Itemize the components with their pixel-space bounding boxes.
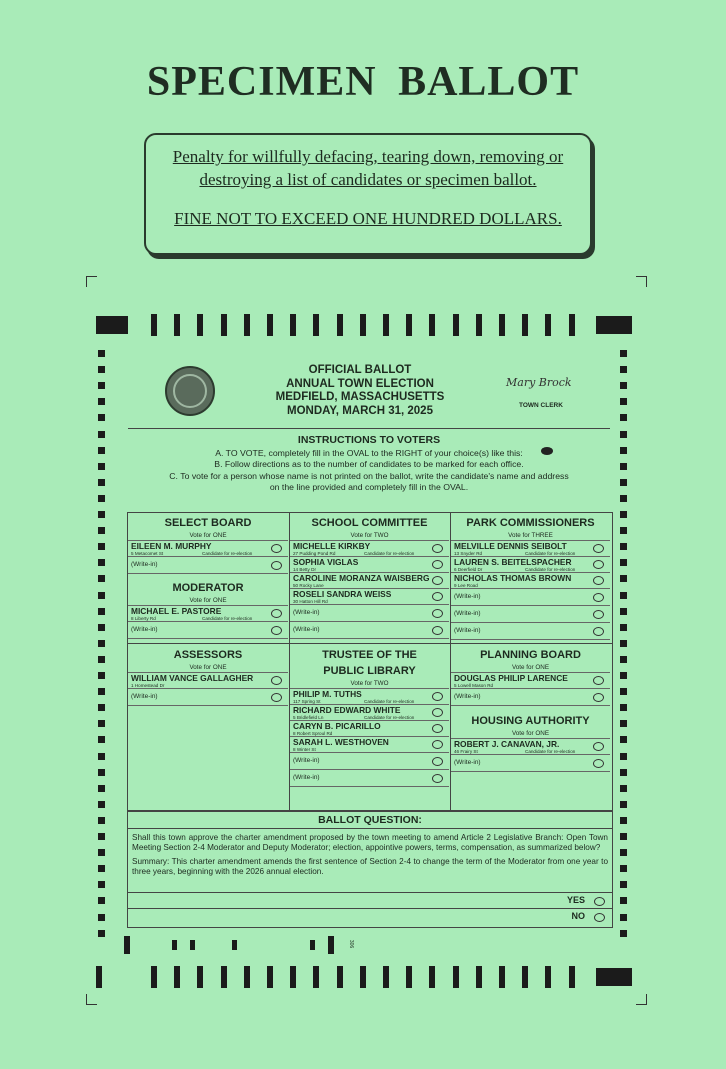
side-timing-mark [98,769,105,776]
yes-label: YES [566,895,585,905]
side-timing-mark [98,575,105,582]
side-timing-mark [98,414,105,421]
vote-oval[interactable] [271,544,282,553]
vote-for-instruction: Vote for ONE [451,664,610,673]
candidate-address: 117 Spring St [293,699,321,704]
side-timing-mark [620,833,627,840]
vote-oval[interactable] [432,774,443,783]
side-timing-mark [98,527,105,534]
side-timing-mark [620,366,627,373]
vote-oval[interactable] [593,693,604,702]
timing-mark [174,966,180,988]
code-mark [232,940,237,950]
timing-mark [522,314,528,336]
side-timing-mark [98,640,105,647]
candidate-address: 13 Snyder Rd [454,551,483,556]
top-timing-track [96,314,632,336]
race-planning [451,645,610,706]
grid-divider-row [127,643,612,644]
side-timing-mark [98,914,105,921]
write-in-label: (Write-in) [293,774,320,781]
bottom-code-marks [118,936,358,958]
side-timing-mark [98,382,105,389]
vote-oval[interactable] [271,693,282,702]
vote-for-instruction: Vote for THREE [451,532,610,541]
official-line-4: MONDAY, MARCH 31, 2025 [287,404,433,417]
candidate-name: NICHOLAS THOMAS BROWN [454,573,572,583]
side-timing-mark [620,769,627,776]
candidate-name: MICHAEL E. PASTORE [131,606,222,616]
side-timing-mark [620,656,627,663]
candidate-row [290,737,449,753]
no-label: NO [571,911,585,921]
side-timing-mark [620,801,627,808]
ballot-question-text: Shall this town approve the charter amendment proposed by the town meeting to amend Article 2 Legislative Branch: Open Town Meeting Section 2-4 Moderator and Deputy Moderator; election, appointive powers, terms, compensation, as summarized below? [132,833,608,852]
side-timing-mark [620,688,627,695]
candidate-address: 5 Metacomet St [131,551,164,556]
race-select_board [128,513,288,574]
candidate-name: ROSELI SANDRA WEISS [293,589,392,599]
vote-oval[interactable] [593,544,604,553]
side-timing-mark [98,431,105,438]
left-timing-track [98,350,106,930]
timing-mark [197,966,203,988]
side-timing-mark [620,849,627,856]
side-timing-mark [620,398,627,405]
ballot-question-summary: Summary: This charter amendment amends the first sentence of Section 2-4 to change the term of the Moderator from one year to three years, beginning with the 2026 annual election. [132,857,608,876]
side-timing-mark [620,624,627,631]
side-timing-mark [620,608,627,615]
candidate-name: SARAH L. WESTHOVEN [293,737,389,747]
candidate-address: 9 Lee Road [454,583,478,588]
instruction-b: B. Follow directions as to the number of candidates to be marked for each office. [214,459,524,469]
side-timing-mark [98,624,105,631]
code-mark [124,936,130,954]
vote-for-instruction: Vote for ONE [128,597,288,606]
side-timing-mark [620,559,627,566]
vote-oval[interactable] [432,609,443,618]
timing-mark [596,968,632,986]
side-timing-mark [98,720,105,727]
side-timing-mark [98,865,105,872]
timing-mark [569,966,575,988]
candidate-row [451,541,610,557]
clerk-signature: Mary Brock [506,376,572,389]
side-timing-mark [620,865,627,872]
race-title: MODERATOR [172,582,244,594]
official-line-2: ANNUAL TOWN ELECTION [286,377,434,390]
write-in-label: (Write-in) [454,610,481,617]
candidate-row [128,673,288,689]
write-in-row [451,755,610,772]
candidate-address: 14 Betty Dr [293,567,316,572]
candidate-name: RICHARD EDWARD WHITE [293,705,401,715]
candidate-address: 27 Pudding Pond Rd [293,551,336,556]
candidate-name: CAROLINE MORANZA WAISBERG [293,573,430,583]
candidate-address: 1 Homestead Dr [131,683,165,688]
race-housing [451,711,610,772]
side-timing-mark [98,592,105,599]
candidate-name: LAUREN S. BEITELSPACHER [454,557,572,567]
right-timing-track [620,350,628,930]
town-seal-inner [173,374,207,408]
crop-mark-bl [86,994,97,1005]
vote-oval[interactable] [271,676,282,685]
candidate-address: 8 Liberty Rd [131,616,156,621]
side-timing-mark [620,543,627,550]
side-timing-mark [98,801,105,808]
official-line-3: MEDFIELD, MASSACHUSETTS [275,391,445,403]
timing-mark [244,966,250,988]
vote-oval[interactable] [432,757,443,766]
write-in-row [128,689,288,706]
timing-mark [174,314,180,336]
side-timing-mark [620,897,627,904]
candidate-address: 30 Hatton Hill Rd [293,599,328,604]
candidate-row [128,606,288,622]
side-timing-mark [98,736,105,743]
timing-mark [221,314,227,336]
candidate-name: PHILIP M. TUTHS [293,689,362,699]
write-in-label: (Write-in) [293,757,320,764]
timing-mark [545,314,551,336]
side-timing-mark [98,704,105,711]
timing-mark [429,314,435,336]
side-timing-mark [620,592,627,599]
timing-mark [406,314,412,336]
race-title: PARK COMMISSIONERS [466,517,595,529]
vote-oval[interactable] [432,692,443,701]
candidate-name: MELVILLE DENNIS SEIBOLT [454,541,567,551]
timing-mark [151,966,157,988]
side-timing-mark [620,753,627,760]
side-timing-mark [98,495,105,502]
vote-oval[interactable] [271,609,282,618]
timing-mark [313,966,319,988]
side-timing-mark [620,382,627,389]
side-timing-mark [98,672,105,679]
timing-mark [383,314,389,336]
write-in-row [128,622,288,639]
candidate-row [451,739,610,755]
candidate-name: DOUGLAS PHILIP LARENCE [454,673,568,683]
candidate-row [290,705,449,721]
instructions-title: INSTRUCTIONS TO VOTERS [297,434,441,446]
instruction-c-line1: C. To vote for a person whose name is not printed on the ballot, write the candidate's name and address [169,471,569,481]
candidate-name: ROBERT J. CANAVAN, JR. [454,739,560,749]
candidate-address: 6 Deerfield Dr [454,567,483,572]
write-in-row [290,605,449,622]
timing-mark [337,966,343,988]
write-in-row [451,606,610,623]
side-timing-mark [620,817,627,824]
official-ballot-heading [250,364,470,418]
penalty-line-2: destroying a list of candidates or specimen ballot. [199,170,537,189]
vote-oval[interactable] [432,544,443,553]
timing-mark [151,314,157,336]
write-in-label: (Write-in) [293,626,320,633]
timing-mark [197,314,203,336]
official-line-1: OFFICIAL BALLOT [308,364,412,376]
side-timing-mark [98,559,105,566]
vote-oval[interactable] [593,742,604,751]
side-timing-mark [98,479,105,486]
timing-mark [522,966,528,988]
side-timing-mark [620,736,627,743]
vote-oval[interactable] [432,740,443,749]
fine-notice: FINE NOT TO EXCEED ONE HUNDRED DOLLARS. [174,209,562,228]
timing-mark [96,966,102,988]
candidate-row [290,689,449,705]
write-in-label: (Write-in) [131,693,158,700]
write-in-label: (Write-in) [454,593,481,600]
write-in-row [128,557,288,574]
candidate-note: Candidate for re-election [202,616,253,621]
crop-mark-br [636,994,647,1005]
timing-mark [221,966,227,988]
yes-oval[interactable] [594,897,605,906]
page-title: SPECIMEN BALLOT [146,59,580,105]
penalty-notice [144,133,592,255]
candidate-row [290,557,449,573]
bq-divider-2 [128,908,612,909]
candidate-row [290,721,449,737]
vote-oval[interactable] [593,593,604,602]
side-timing-mark [98,463,105,470]
crop-mark-tl [86,276,97,287]
race-title: ASSESSORS [173,649,243,661]
side-timing-mark [98,656,105,663]
write-in-row [451,689,610,706]
vote-oval[interactable] [432,560,443,569]
penalty-line-1: Penalty for willfully defacing, tearing down, removing or [172,147,564,166]
side-timing-mark [620,914,627,921]
write-in-label: (Write-in) [293,609,320,616]
candidate-note: Candidate for re-election [525,749,576,754]
side-timing-mark [620,479,627,486]
timing-mark [290,966,296,988]
ballot-question-title: BALLOT QUESTION: [128,811,612,829]
vote-oval[interactable] [432,708,443,717]
side-timing-mark [620,495,627,502]
candidate-note: Candidate for re-election [364,551,415,556]
code-mark [310,940,315,950]
write-in-label: (Write-in) [131,626,158,633]
candidate-row [451,573,610,589]
candidate-name: WILLIAM VANCE GALLAGHER [131,673,254,683]
side-timing-mark [98,511,105,518]
bq-divider [128,892,612,893]
vote-oval[interactable] [593,576,604,585]
write-in-label: (Write-in) [454,693,481,700]
side-timing-mark [98,398,105,405]
write-in-row [451,589,610,606]
write-in-label: (Write-in) [131,561,158,568]
instruction-c-line2: on the line provided and completely fill in the OVAL. [269,482,469,492]
code-mark [190,940,195,950]
candidate-name: EILEEN M. MURPHY [131,541,212,551]
vote-oval[interactable] [593,610,604,619]
vote-oval[interactable] [271,561,282,570]
timing-mark [545,966,551,988]
race-moderator [128,578,288,639]
side-timing-mark [98,350,105,357]
candidate-row [128,541,288,557]
race-school_committee [290,513,449,639]
code-mark [328,936,334,954]
timing-mark [569,314,575,336]
bottom-timing-track [96,966,632,988]
vote-oval[interactable] [432,626,443,635]
side-timing-mark [98,447,105,454]
side-timing-mark [620,463,627,470]
candidate-note: Candidate for re-election [364,715,415,720]
candidate-name: CARYN B. PICARILLO [293,721,381,731]
vote-for-instruction: Vote for ONE [128,664,288,673]
timing-mark [476,966,482,988]
side-timing-mark [620,350,627,357]
timing-mark [313,314,319,336]
side-timing-mark [98,849,105,856]
side-timing-mark [620,672,627,679]
side-timing-mark [620,704,627,711]
write-in-row [290,770,449,787]
vote-oval[interactable] [593,676,604,685]
vote-oval[interactable] [593,627,604,636]
race-title: PUBLIC LIBRARY [323,665,416,677]
race-library [290,645,449,787]
vote-oval[interactable] [432,576,443,585]
candidate-name: MICHELLE KIRKBY [293,541,371,551]
side-timing-mark [620,527,627,534]
side-timing-mark [620,575,627,582]
header-divider [128,428,610,429]
side-timing-mark [98,688,105,695]
timing-mark [596,316,632,334]
filled-oval-example [541,447,553,455]
ballot-code: 306 [348,939,355,949]
timing-mark [267,966,273,988]
vote-oval[interactable] [593,759,604,768]
side-timing-mark [98,817,105,824]
candidate-row [451,673,610,689]
vote-for-instruction: Vote for TWO [290,680,449,689]
side-timing-mark [98,881,105,888]
candidate-row [290,589,449,605]
no-oval[interactable] [594,913,605,922]
vote-for-instruction: Vote for ONE [128,532,288,541]
timing-mark [96,316,128,334]
timing-mark [453,314,459,336]
timing-mark [290,314,296,336]
timing-mark [360,314,366,336]
race-assessors [128,645,288,706]
side-timing-mark [620,720,627,727]
side-timing-mark [620,511,627,518]
timing-mark [360,966,366,988]
crop-mark-tr [636,276,647,287]
side-timing-mark [620,930,627,937]
candidate-row [451,557,610,573]
side-timing-mark [620,785,627,792]
timing-mark [499,314,505,336]
vote-oval[interactable] [271,626,282,635]
timing-mark [476,314,482,336]
side-timing-mark [620,881,627,888]
candidate-note: Candidate for re-election [525,567,576,572]
timing-mark [337,314,343,336]
race-title: SCHOOL COMMITTEE [311,517,428,529]
timing-mark [383,966,389,988]
candidate-row [290,573,449,589]
candidate-address: 8 Winter St [293,747,316,752]
side-timing-mark [620,414,627,421]
race-title: PLANNING BOARD [480,649,581,661]
vote-for-instruction: Vote for ONE [451,730,610,739]
side-timing-mark [98,366,105,373]
vote-oval[interactable] [432,592,443,601]
timing-mark [499,966,505,988]
side-timing-mark [98,543,105,550]
side-timing-mark [98,753,105,760]
candidate-address: 50 Rocky Lane [293,583,324,588]
side-timing-mark [98,897,105,904]
write-in-label: (Write-in) [454,627,481,634]
candidate-row [290,541,449,557]
vote-oval[interactable] [593,560,604,569]
candidate-address: 5 Bridlefield Ln [293,715,324,720]
side-timing-mark [620,640,627,647]
side-timing-mark [98,608,105,615]
side-timing-mark [98,833,105,840]
race-park [451,513,610,640]
vote-for-instruction: Vote for TWO [290,532,449,541]
race-title: TRUSTEE OF THE [322,649,417,661]
write-in-row [290,753,449,770]
timing-mark [406,966,412,988]
candidate-address: 5 Lowell Mason Rd [454,683,494,688]
write-in-row [451,623,610,640]
timing-mark [244,314,250,336]
side-timing-mark [98,785,105,792]
write-in-label: (Write-in) [454,759,481,766]
side-timing-mark [620,431,627,438]
race-title: HOUSING AUTHORITY [471,715,590,727]
timing-mark [453,966,459,988]
timing-mark [267,314,273,336]
side-timing-mark [98,930,105,937]
candidate-note: Candidate for re-election [202,551,253,556]
candidate-name: SOPHIA VIGLAS [293,557,359,567]
race-title: SELECT BOARD [164,517,252,529]
candidate-address: 8 Robert Sproul Rd [293,731,333,736]
ballot-question-box [127,810,613,928]
candidate-note: Candidate for re-election [525,551,576,556]
side-timing-mark [620,447,627,454]
candidate-address: 46 Frairy St [454,749,478,754]
timing-mark [429,966,435,988]
candidate-note: Candidate for re-election [364,699,415,704]
instruction-a: A. TO VOTE, completely fill in the OVAL to the RIGHT of your choice(s) like this: [215,448,523,458]
code-mark [172,940,177,950]
write-in-row [290,622,449,639]
clerk-label: TOWN CLERK [519,402,563,409]
vote-oval[interactable] [432,724,443,733]
